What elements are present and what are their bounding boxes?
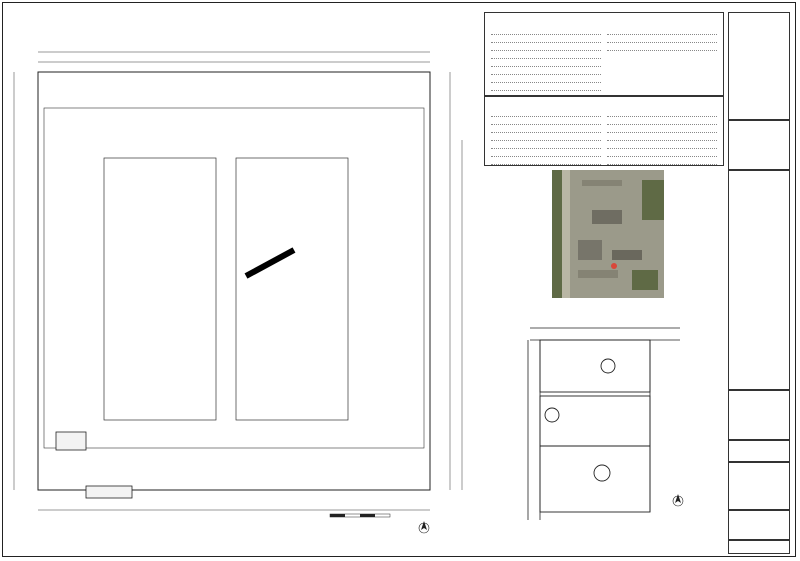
parcel-map: [490, 310, 720, 520]
sheet-notes-list: [491, 29, 601, 93]
sheet-notes-box: [484, 12, 724, 96]
general-notes-box: [484, 96, 724, 166]
general-notes-list-2: [607, 111, 717, 167]
firm-notes-cell: [728, 120, 790, 170]
firm-block: [728, 12, 790, 120]
blank-cell: [728, 440, 790, 462]
project-block: [728, 170, 790, 390]
revisions-cell: [728, 390, 790, 440]
aerial-photo: [552, 170, 664, 298]
sheet-notes-list-2: [607, 29, 717, 53]
sheet-title-block: [728, 462, 790, 510]
sheet-info-cell: [728, 510, 790, 540]
general-notes-list: [491, 111, 601, 167]
sheet-number-cell: [728, 540, 790, 554]
